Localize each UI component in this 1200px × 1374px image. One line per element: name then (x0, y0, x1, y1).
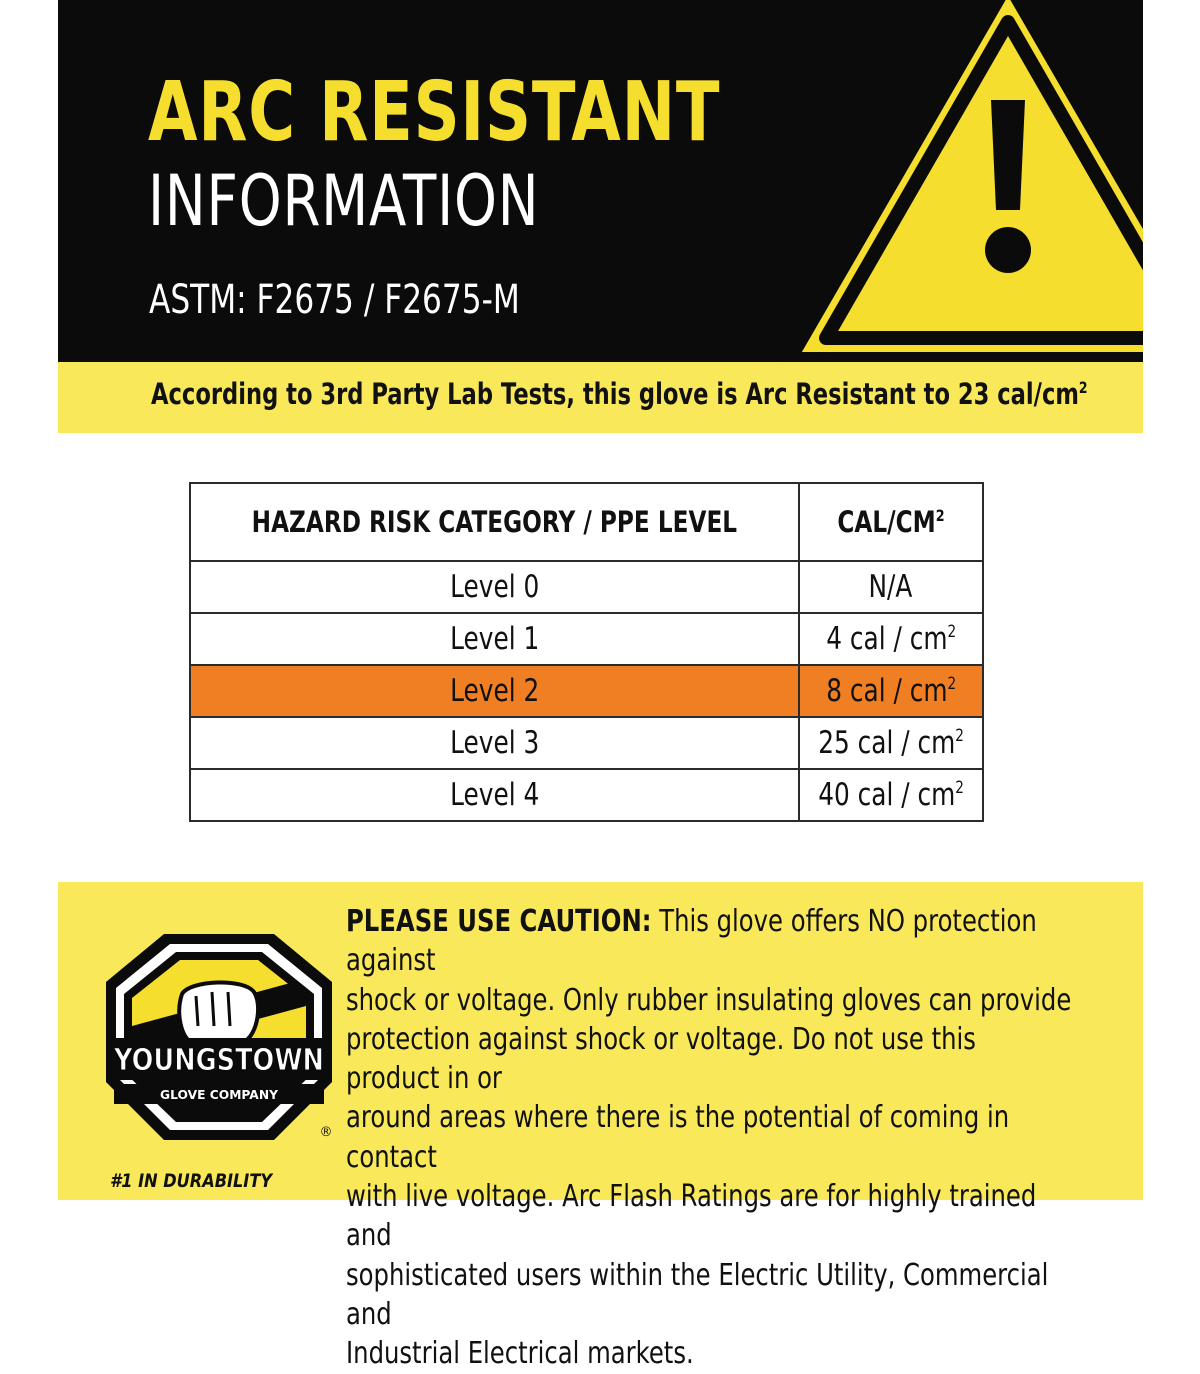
registered-mark: ® (319, 1125, 333, 1140)
caution-line: around areas where there is the potential of coming in contact (346, 1100, 1010, 1175)
level-cell: Level 2 (190, 665, 799, 717)
arc-rating-superscript: 2 (1078, 377, 1088, 397)
caution-heading: PLEASE USE CAUTION: (346, 904, 652, 939)
value-cell: 8 cal / $cm^2$ (799, 665, 983, 717)
logo-tagline: #1 IN DURABILITY (110, 1170, 273, 1192)
caution-line: shock or voltage. Only rubber insulating gloves can provide (346, 982, 1072, 1018)
table-row (190, 769, 983, 821)
caution-text (346, 902, 1075, 1374)
caution-panel (58, 882, 1143, 1372)
table-header-row (190, 483, 983, 561)
page-subtitle: INFORMATION (148, 160, 540, 242)
value-cell: 4 cal / $cm^2$ (799, 613, 983, 665)
table-row-highlighted (190, 665, 983, 717)
value-cell: N/A (799, 561, 983, 613)
level-cell: Level 3 (190, 717, 799, 769)
level-cell: Level 4 (190, 769, 799, 821)
arc-rating-text: According to 3rd Party Lab Tests, this glove is Arc Resistant to 23 cal/cm (151, 377, 1079, 411)
arc-rating-band (58, 362, 1143, 433)
value-cell: 40 cal / $cm^2$ (799, 769, 983, 821)
header-panel (58, 0, 1143, 362)
level-cell: Level 1 (190, 613, 799, 665)
ppe-level-table (189, 482, 984, 822)
logo-brand: YOUNGSTOWN (113, 1043, 324, 1078)
column-header-cal: CAL/$CM^2$ (799, 483, 983, 561)
logo-sub: GLOVE COMPANY (160, 1088, 279, 1102)
table-row (190, 561, 983, 613)
caution-line: Industrial Electrical markets. (346, 1336, 694, 1372)
value-cell: 25 cal / $cm^2$ (799, 717, 983, 769)
caution-line: protection against shock or voltage. Do not use this product in or (346, 1021, 976, 1097)
youngstown-logo (94, 922, 344, 1172)
level-cell: Level 0 (190, 561, 799, 613)
caution-line: with live voltage. Arc Flash Ratings are for highly trained and (346, 1179, 1037, 1254)
arc-rating-statement (151, 377, 1088, 411)
column-header-category: HAZARD RISK CATEGORY / PPE LEVEL (190, 483, 799, 561)
page-title: ARC RESISTANT (148, 65, 721, 160)
table-row (190, 613, 983, 665)
standard-label: ASTM: F2675 / F2675-M (149, 277, 520, 323)
table-row (190, 717, 983, 769)
caution-line: sophisticated users within the Electric Utility, Commercial and (346, 1257, 1049, 1332)
caution-line: This glove offers NO protection against (346, 904, 1037, 979)
warning-triangle-icon (758, 0, 1143, 362)
